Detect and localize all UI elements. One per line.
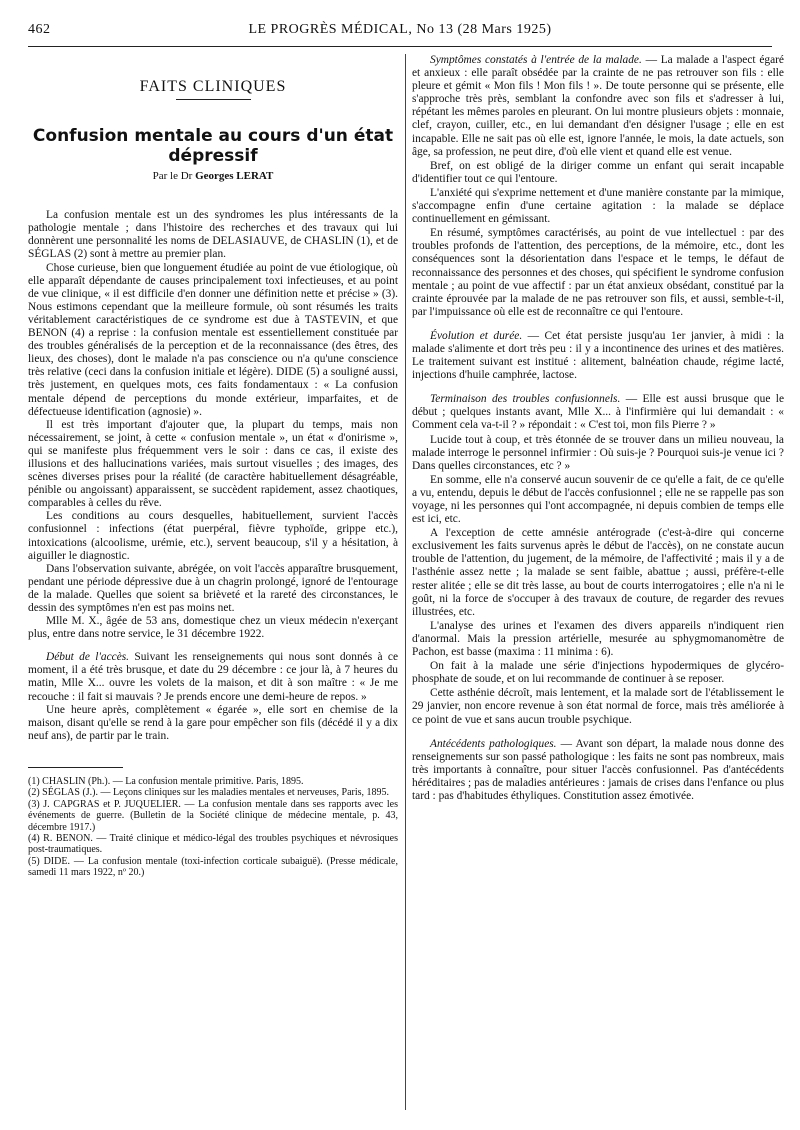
footnote: (5) DIDE. — La confusion mentale (toxi-infection corticale subaiguë). (Presse médicale, samedi 11 mars 1922, nº 20.) [28, 855, 398, 879]
paragraph: Lucide tout à coup, et très étonnée de se trouver dans un milieu nouveau, la malade interroge le personnel infirmier : Où suis-je ? Pourquoi suis-je venue ici ? Dans quelles circonstances, etc ? » [412, 433, 784, 472]
byline [28, 170, 398, 183]
paragraph: Cette asthénie décroît, mais lentement, et la malade sort de l'établissement le 29 janvier, non encore revenue à son état normal de force, mais très améliorée à ce point de vue et sans aucun trouble psychique. [412, 687, 784, 726]
author-name: Georges LERAT [195, 170, 274, 183]
column-separator [405, 54, 406, 1110]
paragraph: Antécédents pathologiques. — Avant son départ, la malade nous donne des renseignements sur son passé pathologique : les faits ne sont pas nombreux, mais très importants à connaître, pour situer l'accès confusionnel. Pas d'antécédents héréditaires ; pas de maladies antérieures : jamais de crises dans l'enfance ou plus tard : pas d'habitudes éthyliques. Constitution assez émotivée. [412, 737, 784, 802]
footnote: (4) R. BENON. — Traité clinique et médico-légal des troubles psychiques et névrosiques post-traumatiques. [28, 832, 398, 856]
footnote: (1) CHASLIN (Ph.). — La confusion mentale primitive. Paris, 1895. [28, 775, 304, 787]
paragraph: Bref, on est obligé de la diriger comme un enfant qui serait incapable d'identifier tout ce qui l'entoure. [412, 159, 784, 185]
byline-prefix: Par le Dr [152, 170, 193, 183]
paragraph-text: Cet état persiste jusqu'au 1er janvier, à midi : la malade s'alimente et dort très peu : il y a incontinence des urines et des matières. Le traitement suivant est institué : alitement, balnéation chaude, régime lacté, injections d'huile camphrée, lactose. [412, 329, 784, 382]
footnotes [28, 776, 398, 879]
paragraph: La confusion mentale est un des syndromes les plus intéressants de la pathologie mentale ; dans l'histoire des recherches et des travaux qui lui donnèrent une personnalité les noms de DELASIAUVE, de CHASLIN (1), et de SÉGLAS (2) sont à mettre au premier plan. [28, 209, 398, 261]
paragraph: Chose curieuse, bien que longuement étudiée au point de vue étiologique, où elle apparaît dépendante de causes principalement toxi infectieuses, et au point de vue clinique, « il est difficile d'en donner une définition nette et précise » (3). Nous estimons cependant que la meilleure formule, où sont résumés les traits véritablement caractéristiques de ce syndrome est due à TASTEVIN, et que BENON (4) a reprise : la confusion mentale est essentiellement constituée par des troubles généralisés de la perception et de la reconnaissance (des êtres, des lieux, des choses), dont le malade n'a pas conscience ou n'a qu'une conscience très relative (ceci dans la confusion initiale et légère). DIDE (5) a souligné aussi, très justement, en quelques mots, ces faits fondamentaux : « La confusion mentale dépend de perceptions du monde extérieur, imparfaites, et de défectueuse identification (agnosie) ». [28, 261, 398, 418]
subheading: Antécédents pathologiques. [430, 737, 557, 750]
paragraph-text: Suivant les renseignements qui nous sont donnés à ce moment, il a été très brusque, et date du 29 décembre : ce jour là, à 7 heures du matin, Mlle X... ouvre les volets de la maison, et dit à son maître : « Je me recouche : il fait si mauvais ? Je prends encore une demi-heure de repos. » [28, 651, 398, 703]
footnote-rule [28, 767, 123, 768]
running-header [28, 22, 772, 44]
right-column [412, 54, 784, 804]
paragraph: Mlle M. X., âgée de 53 ans, domestique chez un vieux médecin n'exerçant plus, entre dans notre service, le 31 décembre 1922. [28, 615, 398, 641]
paragraph-text: La malade a l'aspect égaré et anxieux : elle paraît obsédée par la crainte de ne pas retrouver son fils : elle pleure et gémit « Mon fils ! Mon fils ! ». De toute personne qui se présente, elle s'approche très près, semblant la confondre avec son fils et s'adresser à lui, répétant les mêmes paroles en pleurant. On lui montre plusieurs objets : monnaie, clef, crayon, cuiller, etc., en lui demandant d'en désigner l'usage ; elle en est incapable. Elle ne sait pas où elle est, ignore l'année, le mois, la date actuels, son âge, sa profession, ne peut dire, d'où elle vient et quand elle est venue. [412, 54, 784, 158]
article-title: Confusion mentale au cours d'un état dépressif [32, 126, 394, 167]
journal-title: LE PROGRÈS MÉDICAL, No 13 (28 Mars 1925) [248, 22, 552, 37]
paragraph: Les conditions au cours desquelles, habituellement, survient l'accès confusionnel : infections (état puerpéral, fièvre typhoïde, grippe etc.), intoxications (alcoolisme, urémie, etc.), servent beaucoup, s'il y a hésitation, à aiguiller le diagnostic. [28, 510, 398, 562]
paragraph: En somme, elle n'a conservé aucun souvenir de ce qu'elle a fait, de ce qu'elle a vu, entendu, depuis le début de l'accès confusionnel ; elle ne se rappelle pas son voyage, ni les personnes qui l'ont accompagnée, ni depuis combien de temps elle est ici, etc. [412, 473, 784, 526]
section-title: FAITS CLINIQUES [139, 78, 287, 95]
paragraph: Dans l'observation suivante, abrégée, on voit l'accès apparaître brusquement, pendant une période dépressive due à un chagrin prolongé, ignoré de l'entourage de la malade. Quelles que soient sa brièveté et la rareté des circonstances, le dessin des symptômes n'en est pas moins net. [28, 562, 398, 614]
header-rule [28, 46, 772, 47]
paragraph: En résumé, symptômes caractérisés, au point de vue intellectuel : par des troubles profonds de l'attention, des perceptions, de la mémoire, etc., dont les conséquences sont la désorientation dans l'espace et le temps, le défaut de reconnaissance des personnes et des choses, qui spécifient le syndrome confusion mentale ; au point de vue affectif : par un état anxieux obsédant, constitué par la crainte éprouvée par la malade de ne pas retrouver son fils, et aussi, semble-t-il, par l'impuissance où elle est de reconnaître ce qui l'entoure. [412, 227, 784, 318]
subheading: Terminaison des troubles confusionnels. [430, 393, 621, 406]
paragraph-text: Avant son départ, la malade nous donne des renseignements sur son passé pathologique : les faits ne sont pas nombreux, mais très importants à connaître, pour situer l'accès confusionnel. Pas d'antécédents héréditaires ; pas de maladies antérieures : jamais de crises dans l'enfance ou plus tard : pas d'habitudes éthyliques. Constitution assez émotivée. [412, 737, 784, 802]
paragraph: Une heure après, complètement « égarée », elle sort en chemise de la maison, disant qu'elle se rend à la gare pour empêcher son fils (décédé il y a dix neuf ans), de partir par le train. [28, 703, 398, 742]
paragraph: Terminaison des troubles confusionnels. — Elle est aussi brusque que le début ; quelques instants avant, Mlle X... à l'infirmière qui lui demandait : « Comment cela va-t-il ? » répondait : « C'est toi, mon fils Pierre ? » [412, 393, 784, 432]
left-column [28, 54, 398, 879]
page-number: 462 [28, 22, 51, 37]
subheading: Symptômes constatés à l'entrée de la malade. [430, 54, 642, 66]
paragraph: L'anxiété qui s'exprime nettement et d'une manière constante par la mimique, s'accompagne enfin d'une certaine agitation : la malade se déplace continuellement en gémissant. [412, 186, 784, 226]
paragraph: L'analyse des urines et l'examen des divers appareils n'indiquent rien d'anormal. Mais la pression artérielle, mesurée au sphygmomanomètre de Pachon, est basse (maxima : 11 minima : 6). [412, 619, 784, 659]
paragraph-text: Elle est aussi brusque que le début ; quelques instants avant, Mlle X... à l'infirmière qui lui demandait : « Comment cela va-t-il ? » répondait : « C'est toi, mon fils Pierre ? » [412, 393, 784, 432]
paragraph: A l'exception de cette amnésie antérograde (c'est-à-dire qui concerne exclusivement les faits survenus après le début de l'accès), on ne constate aucun trouble de l'attention, du jugement, de la mémoire, de l'affectivité ; mais il y a de l'asthénie assez nette ; la malade se sent faible, abattue ; aussi, préfère-t-elle rester alitée ; elle se dit très lasse, au bout de courts interrogatoires ; elle n'a ni le goût, ni la force de s'occuper à des travaux de couture, de regarder des revues illustrées, etc. [412, 527, 784, 618]
section-rule [176, 99, 251, 100]
footnote: (3) J. CAPGRAS et P. JUQUELIER. — La confusion mentale dans ses rapports avec les événements de guerre. (Bulletin de la Société clinique de médecine mentale, p. 43, décembre 1917.) [28, 798, 398, 833]
footnote: (2) SÉGLAS (J.). — Leçons cliniques sur les maladies mentales et nerveuses, Paris, 1895. [28, 787, 390, 799]
subheading: Début de l'accès. [46, 651, 130, 664]
paragraph [28, 651, 398, 703]
paragraph: Il est très important d'ajouter que, la plupart du temps, mais non nécessairement, se joint, à cette « confusion mentale », un état « d'onirisme », qui se manifeste plus fréquemment vers le soir : dans ce cas, il existe des illusions et des hallucinations variées, mais surtout visuelles ; des images, des scènes diverses prises pour la réalité (de caractère habituellement désagréable, pénible ou angoissant) apparaissent, se succèdent rapidement, assez chaotiques, comparables à celles du rêve. [28, 418, 398, 510]
paragraph: On fait à la malade une série d'injections hypodermiques de glycéro-phosphate de soude, et on lui recommande de continuer à se reposer. [412, 660, 784, 686]
subheading: Évolution et durée. [430, 329, 523, 342]
paragraph: Symptômes constatés à l'entrée de la malade. — La malade a l'aspect égaré et anxieux : elle paraît obsédée par la crainte de ne pas retrouver son fils : elle pleure et gémit « Mon fils ! Mon fils ! ». De toute personne qui se présente, elle s'approche très près, semblant la confondre avec son fils et s'adresser à lui, répétant les mêmes paroles en pleurant. On lui montre plusieurs objets : monnaie, clef, crayon, cuiller, etc., en lui demandant d'en désigner l'usage ; elle en est incapable. Elle ne sait pas où elle est, ignore l'année, le mois, la date actuels, son âge, sa profession, ne peut dire, d'où elle vient et quand elle est venue. [412, 54, 784, 158]
paragraph: Évolution et durée. — Cet état persiste jusqu'au 1er janvier, à midi : la malade s'alimente et dort très peu : il y a incontinence des urines et des matières. Le traitement suivant est institué : alitement, balnéation chaude, régime lacté, injections d'huile camphrée, lactose. [412, 329, 784, 382]
